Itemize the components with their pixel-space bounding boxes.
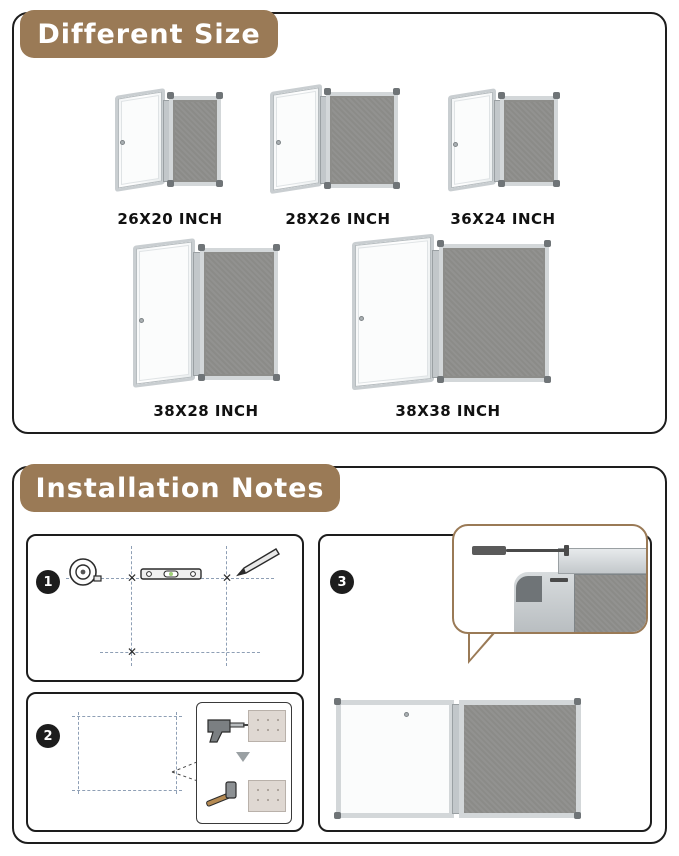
board-corner (334, 698, 341, 705)
board-lock-icon (359, 316, 364, 321)
board-corner (498, 92, 505, 99)
board-corner (574, 812, 581, 819)
board-corner (167, 92, 174, 99)
board-corner (544, 376, 551, 383)
board-corner (324, 88, 331, 95)
board-corner (574, 698, 581, 705)
board-felt-backboard (459, 700, 581, 818)
level-icon (140, 566, 202, 582)
board-felt-backboard (169, 96, 221, 186)
board-caption-36x24: 36X24 INCH (450, 210, 556, 228)
step-2-guide-line (78, 712, 79, 794)
section-title-installation-notes (20, 464, 340, 512)
board-door-surface (454, 95, 490, 185)
board-felt-backboard (500, 96, 558, 186)
board-corner (437, 376, 444, 383)
board-felt-surface (506, 102, 552, 180)
board-lock-icon (139, 318, 144, 323)
board-corner (324, 182, 331, 189)
board-felt-surface (175, 102, 215, 180)
board-door-surface (276, 91, 316, 187)
board-corner (334, 812, 341, 819)
step-1-badge: 1 (36, 570, 60, 594)
board-door-panel (270, 84, 322, 194)
board-door-panel (448, 88, 496, 192)
board-corner (216, 180, 223, 187)
board-corner (393, 182, 400, 189)
board-caption-26x20: 26X20 INCH (117, 210, 223, 228)
step-2-guide-line (72, 716, 182, 717)
hammer-icon (202, 776, 248, 816)
board-corner (437, 240, 444, 247)
board-corner (393, 88, 400, 95)
board-door-panel (336, 700, 454, 818)
board-corner (553, 180, 560, 187)
board-door-surface (139, 245, 189, 381)
callout-tail-inner (470, 630, 495, 659)
board-door-panel (352, 234, 434, 391)
board-door-surface (358, 240, 428, 383)
section-title-text: Different Size (37, 18, 261, 50)
board-corner (216, 92, 223, 99)
board-felt-backboard (439, 244, 549, 382)
board-lock-icon (453, 142, 458, 147)
board-corner (553, 92, 560, 99)
board-lock-icon (120, 140, 125, 145)
felt-detail (574, 574, 648, 634)
step-1-mark-x: ✕ (222, 571, 233, 585)
step-1-guide-line (226, 546, 227, 666)
pencil-icon (232, 546, 280, 580)
board-felt-backboard (326, 92, 398, 188)
step-2-arrow-icon (236, 752, 250, 762)
board-door-panel (133, 238, 195, 388)
step-2-badge: 2 (36, 724, 60, 748)
screw-icon (550, 578, 568, 582)
tape-measure-icon (68, 556, 102, 588)
frame-corner-cap (516, 576, 542, 602)
board-corner (198, 244, 205, 251)
wall-plug-icon (472, 546, 506, 555)
wall-surface-icon (248, 710, 286, 742)
section-title-different-size (20, 10, 278, 58)
board-corner (273, 244, 280, 251)
wall-anchor-target-icon (248, 780, 286, 812)
step-1-mark-x: ✕ (127, 645, 138, 659)
board-caption-28x26: 28X26 INCH (285, 210, 391, 228)
board-caption-38x38: 38X38 INCH (395, 402, 501, 420)
board-corner (167, 180, 174, 187)
drill-icon (202, 708, 248, 748)
frame-rail-detail (558, 548, 648, 574)
step-2-guide-line (72, 790, 182, 791)
board-corner (544, 240, 551, 247)
board-felt-surface (206, 254, 272, 374)
step-3-badge: 3 (330, 570, 354, 594)
screw-icon (506, 549, 568, 552)
screw-head-icon (564, 545, 569, 556)
board-felt-backboard (200, 248, 278, 380)
board-corner (198, 374, 205, 381)
board-corner (273, 374, 280, 381)
board-door-surface (121, 95, 159, 185)
step-3-callout (452, 524, 648, 634)
section-title-text: Installation Notes (35, 472, 325, 504)
step-1-mark-x: ✕ (127, 571, 138, 585)
step-1-guide-line (100, 652, 260, 653)
board-corner (498, 180, 505, 187)
board-lock-icon (404, 712, 409, 717)
board-lock-icon (276, 140, 281, 145)
board-felt-surface (445, 250, 543, 376)
board-caption-38x28: 38X28 INCH (153, 402, 259, 420)
board-felt-surface (332, 98, 392, 182)
